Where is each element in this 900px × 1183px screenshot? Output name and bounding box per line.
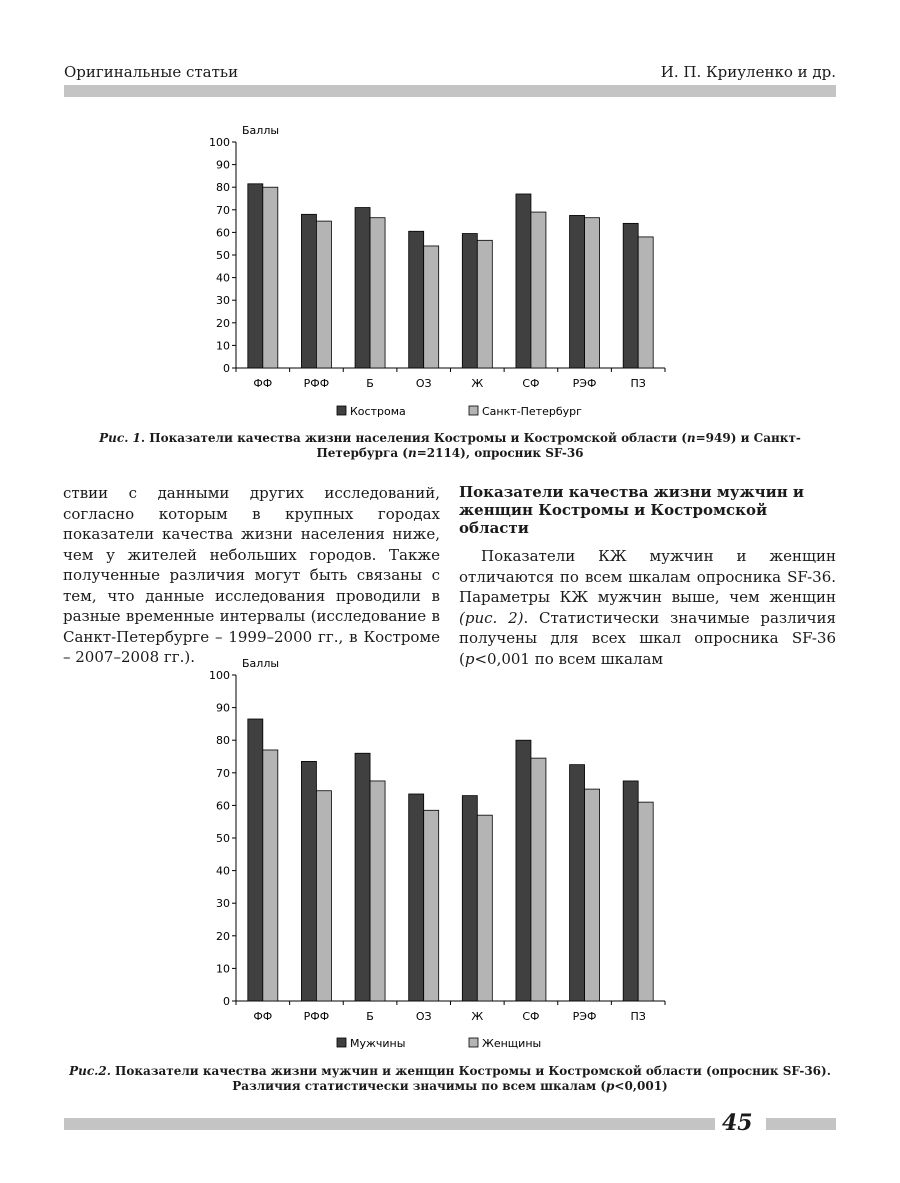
y-tick-label: 90 <box>216 701 230 715</box>
bar-series1 <box>248 719 263 1001</box>
bar-series1 <box>623 781 638 1001</box>
bar-series1 <box>462 796 477 1001</box>
y-tick-label: 50 <box>216 832 230 845</box>
figure-2-caption-text-a: Показатели качества жизни мужчин и женщин Костромы и Костромской области (опросник SF-36). Различия статистически значимы по всем шкалам ( <box>110 1064 831 1093</box>
legend-label: Женщины <box>482 1037 542 1050</box>
figure-1-label: Рис. 1 <box>99 431 141 445</box>
bar-series2 <box>638 802 653 1001</box>
figure-1-caption <box>64 431 836 461</box>
p-value-symbol: p <box>464 649 475 668</box>
figure-2-label: Рис.2. <box>69 1064 111 1078</box>
y-tick-label: 0 <box>223 362 230 375</box>
y-tick-label: 0 <box>223 995 230 1008</box>
y-tick-label: 80 <box>216 734 230 748</box>
x-tick-label: РФФ <box>303 377 330 390</box>
bar-series2 <box>263 187 278 368</box>
y-tick-label: 100 <box>209 669 230 682</box>
x-tick-label: ОЗ <box>415 1010 432 1023</box>
x-tick-label: Б <box>366 1010 374 1023</box>
figure-1-caption-text-a: . Показатели качества жизни населения Костромы и Костромской области ( <box>140 431 687 445</box>
bar-series1 <box>570 765 585 1001</box>
legend-swatch <box>469 1038 478 1047</box>
figure-1-caption-text-b: =949) и Санкт-Петербурга ( <box>316 431 801 460</box>
x-tick-label: РФФ <box>303 1010 330 1023</box>
y-tick-label: 60 <box>216 799 230 813</box>
bar-series2 <box>585 218 600 368</box>
x-tick-label: СФ <box>522 377 540 390</box>
x-tick-label: Б <box>366 377 374 390</box>
y-tick-label: 40 <box>216 864 230 878</box>
bar-series2 <box>424 246 439 368</box>
bar-series2 <box>424 810 439 1001</box>
bar-series1 <box>516 194 531 368</box>
bar-series1 <box>516 740 531 1001</box>
bar-series2 <box>370 781 385 1001</box>
x-tick-label: ФФ <box>253 377 273 390</box>
x-tick-label: РЭФ <box>572 1010 597 1023</box>
x-tick-label: РЭФ <box>572 377 597 390</box>
x-tick-label: Ж <box>471 377 484 390</box>
figure-2-caption-text-b: <0,001) <box>614 1079 668 1093</box>
x-tick-label: ПЗ <box>630 377 646 390</box>
y-tick-label: 90 <box>216 158 230 172</box>
y-tick-label: 70 <box>216 766 230 780</box>
bar-series2 <box>316 221 331 368</box>
y-tick-label: 50 <box>216 249 230 262</box>
bar-series2 <box>638 237 653 368</box>
bar-series2 <box>263 750 278 1001</box>
bar-series1 <box>248 184 263 368</box>
bar-series1 <box>462 234 477 368</box>
y-tick-label: 30 <box>216 897 230 911</box>
bar-series1 <box>301 214 316 368</box>
y-tick-label: 80 <box>216 181 230 195</box>
legend-label: Кострома <box>350 405 406 418</box>
x-tick-label: ОЗ <box>415 377 432 390</box>
x-tick-label: ФФ <box>253 1010 273 1023</box>
bar-series1 <box>409 231 424 368</box>
bar-series2 <box>585 789 600 1001</box>
bar-series2 <box>531 758 546 1001</box>
bar-series1 <box>623 223 638 368</box>
legend-swatch <box>337 1038 346 1047</box>
bar-series2 <box>477 815 492 1001</box>
y-tick-label: 40 <box>216 271 230 285</box>
section-paragraph <box>459 546 836 669</box>
y-axis-label: Баллы <box>242 125 280 137</box>
running-header-section: Оригинальные статьи <box>64 63 239 81</box>
figure-2-chart <box>0 658 900 1058</box>
y-axis-label: Баллы <box>242 658 280 670</box>
section-heading: Показатели качества жизни мужчин и женщин Костромы и Костромской области <box>459 483 805 537</box>
y-tick-label: 70 <box>216 203 230 217</box>
bar-series2 <box>477 240 492 368</box>
body-text-left-column: ствии с данными других исследований, согласно которым в крупных городах показатели качества жизни населения ниже, чем у жителей небольших городов. Также полученные различия могут быть связаны с тем, что данные исследования проводили в разные временные интервалы (исследование в Санкт-Петербурге – 1999–2000 гг., в Костроме – 2007–2008 гг.). <box>63 484 440 666</box>
y-tick-label: 10 <box>216 962 230 976</box>
y-tick-label: 30 <box>216 294 230 308</box>
footer-rule-right <box>766 1118 836 1130</box>
y-tick-label: 100 <box>209 136 230 149</box>
figure-1-n-symbol-1: n <box>686 431 696 445</box>
bar-series2 <box>316 791 331 1001</box>
body-text-right-column <box>459 483 836 669</box>
legend-swatch <box>469 406 478 415</box>
bar-series1 <box>301 761 316 1001</box>
figure-1-caption-text-c: =2114), опросник SF-36 <box>416 446 584 460</box>
bar-series1 <box>355 753 370 1001</box>
paragraph-text-a: Показатели КЖ мужчин и женщин отличаются по всем шкалам опросника SF-36. Параметры КЖ мужчин выше, чем женщин <box>459 547 836 606</box>
footer-rule-left <box>64 1118 715 1130</box>
legend-swatch <box>337 406 346 415</box>
legend-label: Мужчины <box>350 1037 406 1050</box>
bar-series2 <box>370 218 385 368</box>
y-tick-label: 60 <box>216 226 230 240</box>
paragraph-text-c: <0,001 по всем шкалам <box>474 649 664 668</box>
bar-series2 <box>531 212 546 368</box>
bar-series1 <box>409 794 424 1001</box>
figure-2-caption <box>64 1064 836 1094</box>
figure-1-n-symbol-2: n <box>407 446 417 460</box>
y-tick-label: 20 <box>216 316 230 330</box>
figure-2-p-symbol: p <box>606 1079 615 1093</box>
y-tick-label: 20 <box>216 929 230 943</box>
figure-1-chart <box>0 125 900 425</box>
running-header-authors: И. П. Криуленко и др. <box>660 63 836 81</box>
bar-series1 <box>355 208 370 368</box>
paragraph-text-b: . Статистически значимые различия получены для всех шкал опросника SF-36 ( <box>459 608 837 668</box>
page-number: 45 <box>722 1110 753 1136</box>
legend-label: Санкт-Петербург <box>482 405 582 418</box>
x-tick-label: ПЗ <box>630 1010 646 1023</box>
y-tick-label: 10 <box>216 339 230 353</box>
figure-reference: (рис. 2) <box>459 608 524 627</box>
header-rule <box>64 85 836 97</box>
x-tick-label: Ж <box>471 1010 484 1023</box>
x-tick-label: СФ <box>522 1010 540 1023</box>
bar-series1 <box>570 215 585 368</box>
